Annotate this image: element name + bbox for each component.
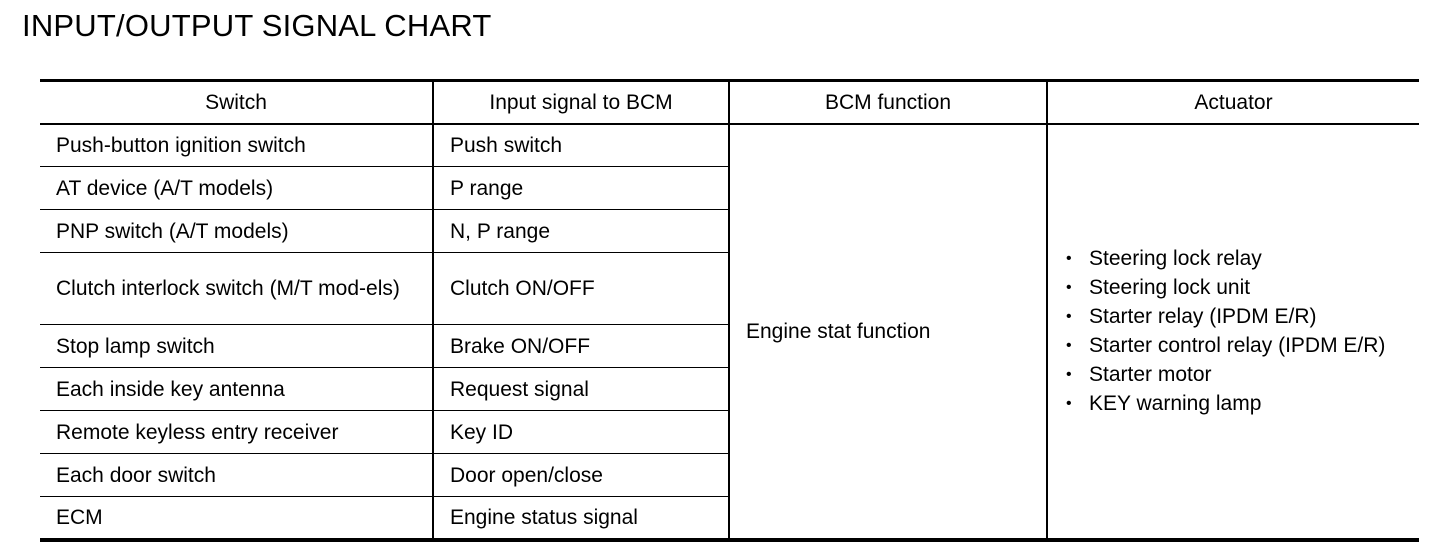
header-actuator: Actuator — [1047, 81, 1419, 124]
header-bcm-function: BCM function — [729, 81, 1047, 124]
input-signal-cell: Key ID — [433, 411, 729, 454]
input-signal-cell: P range — [433, 167, 729, 210]
switch-cell: Stop lamp switch — [40, 325, 433, 368]
input-signal-cell: Push switch — [433, 124, 729, 167]
bullet-icon: • — [1066, 308, 1072, 325]
actuator-item — [1064, 302, 1407, 331]
actuator-list — [1064, 244, 1407, 418]
input-signal-cell: Brake ON/OFF — [433, 325, 729, 368]
actuator-label: Starter control relay (IPDM E/R) — [1089, 334, 1386, 357]
actuator-label: Steering lock unit — [1089, 276, 1251, 299]
actuator-item — [1064, 244, 1407, 273]
actuator-cell — [1047, 124, 1419, 540]
page-title: INPUT/OUTPUT SIGNAL CHART — [22, 8, 492, 43]
bullet-icon: • — [1066, 366, 1072, 383]
signal-table — [40, 79, 1419, 542]
actuator-label: Starter motor — [1089, 363, 1212, 386]
actuator-item — [1064, 389, 1407, 418]
switch-cell: Each door switch — [40, 454, 433, 497]
actuator-item — [1064, 360, 1407, 389]
actuator-label: KEY warning lamp — [1089, 392, 1262, 415]
actuator-label: Steering lock relay — [1089, 247, 1262, 270]
actuator-label: Starter relay (IPDM E/R) — [1089, 305, 1317, 328]
switch-cell: ECM — [40, 497, 433, 540]
switch-cell: PNP switch (A/T models) — [40, 210, 433, 253]
input-signal-cell: Clutch ON/OFF — [433, 253, 729, 325]
input-signal-cell: Door open/close — [433, 454, 729, 497]
bullet-icon: • — [1066, 279, 1072, 296]
switch-cell: Clutch interlock switch (M/T mod-els) — [40, 253, 433, 325]
input-signal-cell: N, P range — [433, 210, 729, 253]
switch-cell: Each inside key antenna — [40, 368, 433, 411]
switch-cell: Remote keyless entry receiver — [40, 411, 433, 454]
actuator-item — [1064, 331, 1407, 360]
bullet-icon: • — [1066, 250, 1072, 267]
switch-cell: AT device (A/T models) — [40, 167, 433, 210]
bcm-function-cell: Engine stat function — [729, 124, 1047, 540]
header-input-signal: Input signal to BCM — [433, 81, 729, 124]
input-signal-cell: Request signal — [433, 368, 729, 411]
actuator-item — [1064, 273, 1407, 302]
bullet-icon: • — [1066, 395, 1072, 412]
switch-cell: Push-button ignition switch — [40, 124, 433, 167]
header-row — [40, 81, 1419, 124]
header-switch: Switch — [40, 81, 433, 124]
bullet-icon: • — [1066, 337, 1072, 354]
table-row — [40, 124, 1419, 167]
input-signal-cell: Engine status signal — [433, 497, 729, 540]
